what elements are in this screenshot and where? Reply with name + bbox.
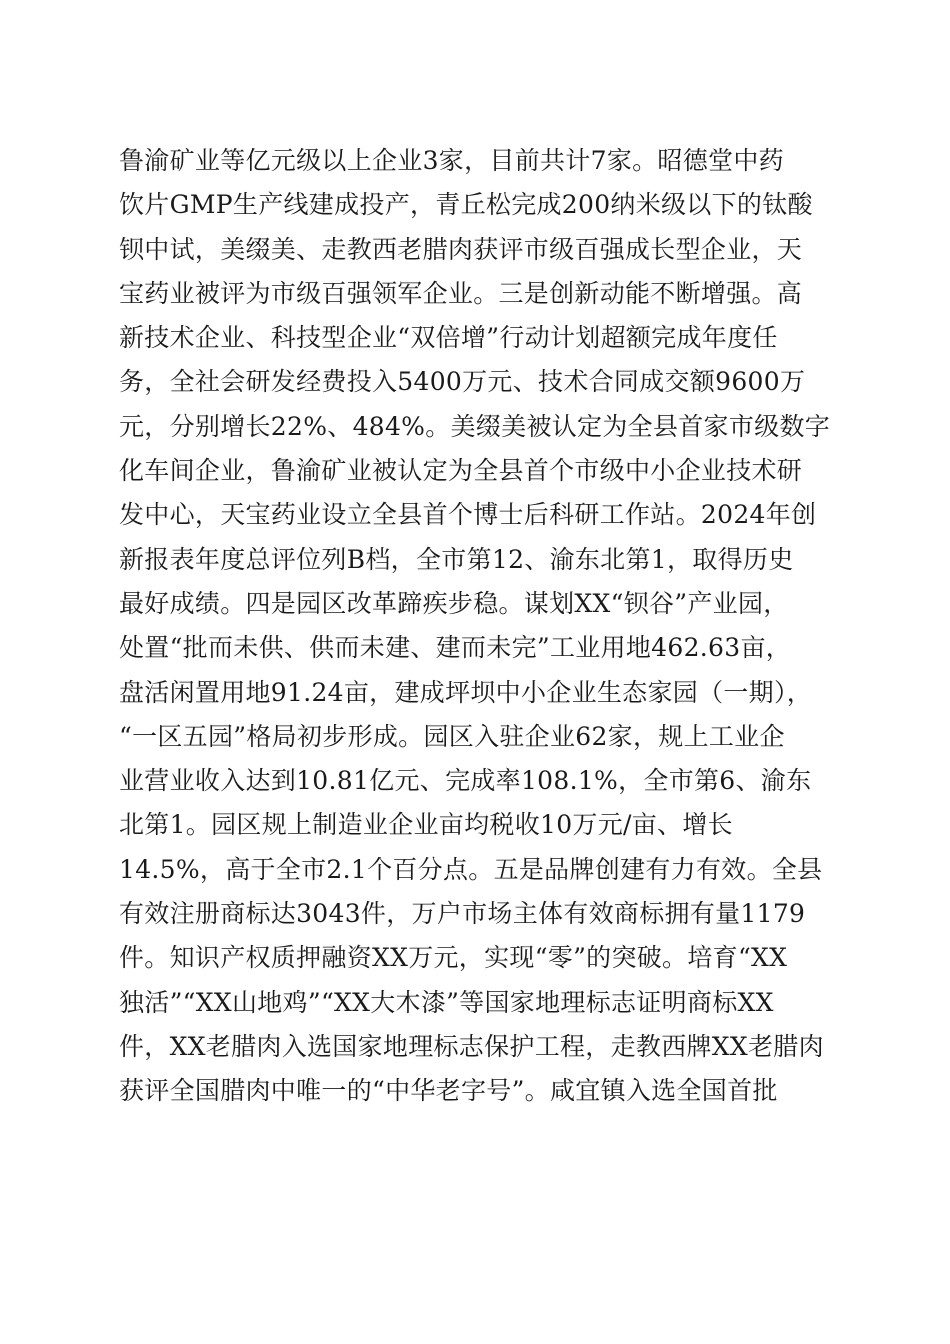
text-line: 新报表年度总评位列B档，全市第12、渝东北第1，取得历史 <box>119 544 794 574</box>
text-line: 最好成绩。四是园区改革蹄疾步稳。谋划XX“钡谷”产业园， <box>119 588 789 618</box>
text-line: 处置“批而未供、供而未建、建而未完”工业用地462.63亩， <box>119 633 792 663</box>
text-line: 业营业收入达到10.81亿元、完成率108.1%，全市第6、渝东 <box>119 766 812 796</box>
text-line: “一区五园”格局初步形成。园区入驻企业62家，规上工业企 <box>119 721 785 751</box>
text-line: 务，全社会研发经费投入5400万元、技术合同成交额9600万 <box>119 367 806 397</box>
text-line: 独活”“XX山地鸡”“XX大木漆”等国家地理标志证明商标XX <box>119 987 774 1017</box>
text-line: 件。知识产权质押融资XX万元，实现“零”的突破。培育“XX <box>119 943 788 973</box>
text-line: 获评全国腊肉中唯一的“中华老字号”。咸宜镇入选全国首批 <box>119 1076 778 1106</box>
text-line: 饮片GMP生产线建成投产，青丘松完成200纳米级以下的钛酸 <box>119 190 813 220</box>
text-line: 钡中试，美缀美、走教西老腊肉获评市级百强成长型企业，天 <box>119 234 803 264</box>
text-line: 盘活闲置用地91.24亩，建成坪坝中小企业生态家园（一期）， <box>119 677 813 707</box>
text-line: 件，XX老腊肉入选国家地理标志保护工程，走教西牌XX老腊肉 <box>119 1031 824 1061</box>
text-line: 新技术企业、科技型企业“双倍增”行动计划超额完成年度任 <box>119 323 778 353</box>
text-line: 14.5%，高于全市2.1个百分点。五是品牌创建有力有效。全县 <box>119 854 823 884</box>
text-line: 北第1。园区规上制造业企业亩均税收10万元/亩、增长 <box>119 810 733 840</box>
text-line: 发中心，天宝药业设立全县首个博士后科研工作站。2024年创 <box>119 500 817 530</box>
text-line: 化车间企业，鲁渝矿业被认定为全县首个市级中小企业技术研 <box>119 456 803 486</box>
body-paragraph <box>119 139 839 1114</box>
text-line: 有效注册商标达3043件，万户市场主体有效商标拥有量1179 <box>119 899 806 929</box>
text-line: 元，分别增长22%、484%。美缀美被认定为全县首家市级数字 <box>119 411 831 441</box>
text-line: 宝药业被评为市级百强领军企业。三是创新动能不断增强。高 <box>119 278 803 308</box>
text-line: 鲁渝矿业等亿元级以上企业3家，目前共计7家。昭德堂中药 <box>119 146 784 175</box>
